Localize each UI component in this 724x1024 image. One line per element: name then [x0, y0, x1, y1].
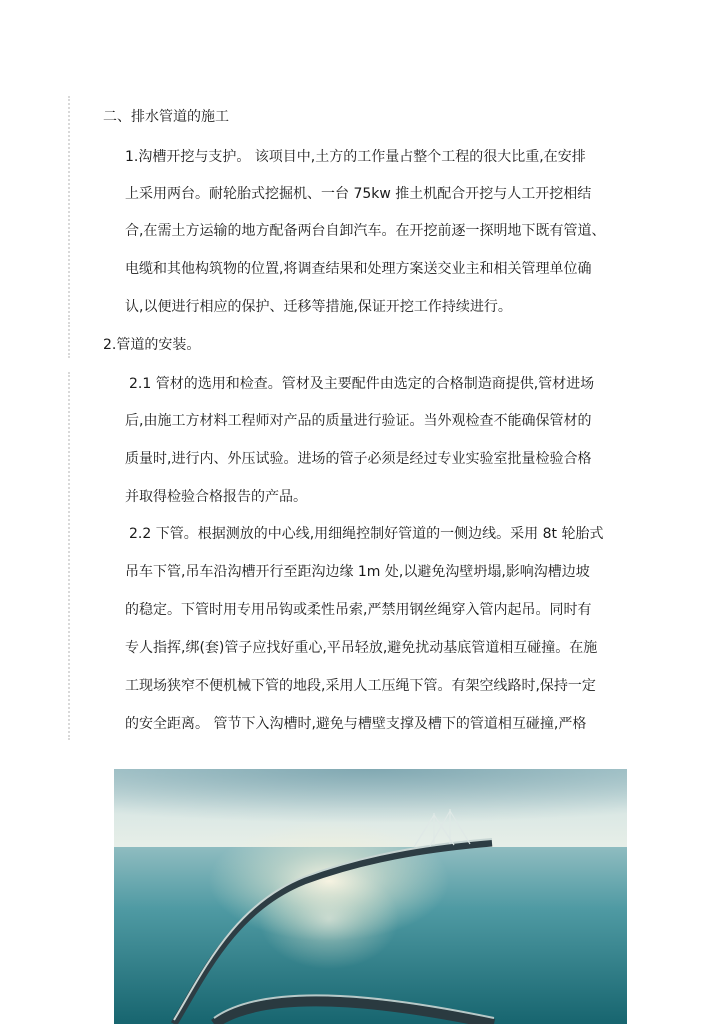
- paragraph-line: 2.2 下管。根据测放的中心线,用细绳控制好管道的一侧边线。采用 8t 轮胎式: [129, 526, 604, 542]
- paragraph-line: 的稳定。下管时用专用吊钩或柔性吊索,严禁用钢丝绳穿入管内起吊。同时有: [125, 602, 592, 618]
- paragraph-line: 1.沟槽开挖与支护。 该项目中,土方的工作量占整个工程的很大比重,在安排: [125, 149, 586, 165]
- margin-rule: [68, 372, 70, 740]
- paragraph-line: 工现场狭窄不便机械下管的地段,采用人工压绳下管。有架空线路时,保持一定: [125, 678, 596, 694]
- paragraph-line: 质量时,进行内、外压试验。进场的管子必须是经过专业实验室批量检验合格: [125, 451, 592, 467]
- paragraph-line: 上采用两台。耐轮胎式挖掘机、一台 75kw 推土机配合开挖与人工开挖相结: [125, 186, 592, 202]
- paragraph-line: 2.1 管材的选用和检查。管材及主要配件由选定的合格制造商提供,管材进场: [129, 376, 595, 392]
- paragraph-line: 合,在需土方运输的地方配备两台自卸汽车。在开挖前逐一探明地下既有管道、: [125, 223, 606, 239]
- paragraph-line: 吊车下管,吊车沿沟槽开行至距沟边缘 1m 处,以避免沟壁坍塌,影响沟槽边坡: [125, 564, 590, 580]
- section-heading: 二、排水管道的施工: [103, 109, 229, 125]
- margin-rule: [68, 322, 70, 358]
- paragraph-line: 认,以便进行相应的保护、迁移等措施,保证开挖工作持续进行。: [125, 299, 512, 315]
- paragraph-line: 的安全距离。 管节下入沟槽时,避免与槽壁支撑及槽下的管道相互碰撞,严格: [125, 716, 587, 732]
- paragraph-line: 并取得检验合格报告的产品。: [125, 489, 307, 505]
- margin-rule: [68, 96, 70, 320]
- paragraph-line: 专人指挥,绑(套)管子应找好重心,平吊轻放,避免扰动基底管道相互碰撞。在施: [125, 640, 598, 656]
- paragraph-line: 后,由施工方材料工程师对产品的质量进行验证。当外观检查不能确保管材的: [125, 413, 592, 429]
- sub-heading: 2.管道的安装。: [103, 337, 201, 353]
- sea-bridge-photo: [114, 769, 627, 1024]
- paragraph-line: 电缆和其他构筑物的位置,将调查结果和处理方案送交业主和相关管理单位确: [125, 261, 592, 277]
